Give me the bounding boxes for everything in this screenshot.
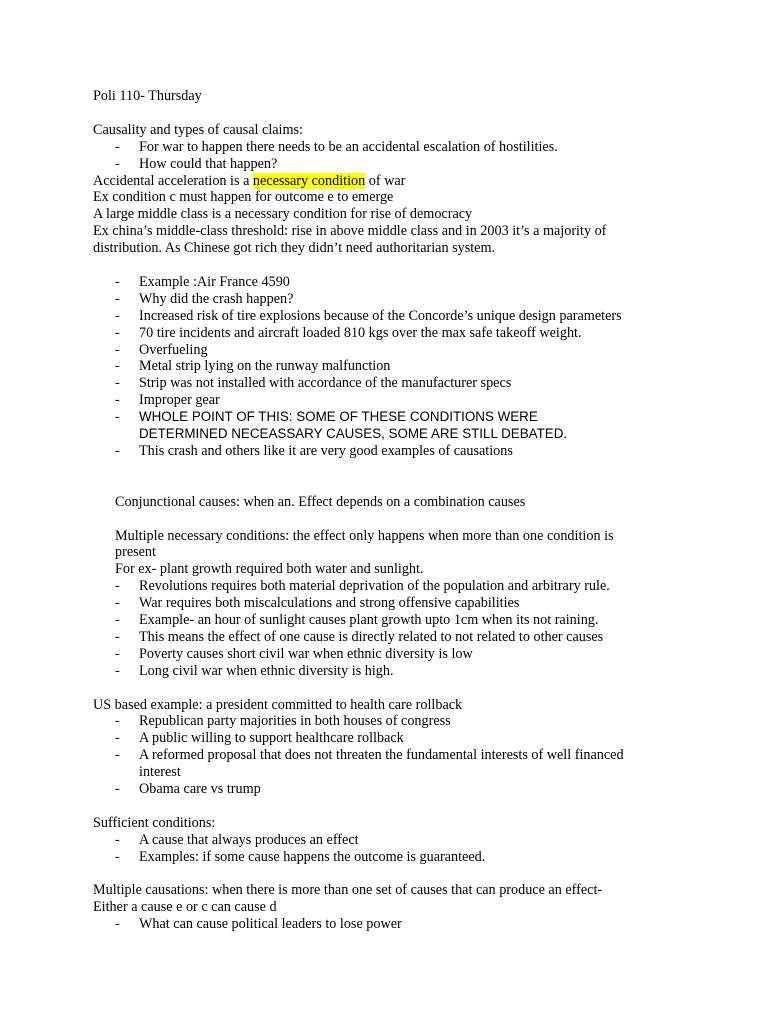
necessary-conditions-bullet-list	[115, 578, 693, 679]
list-item: - A cause that always produces an effect	[115, 831, 359, 848]
text-line: Either a cause e or c can cause d	[93, 899, 277, 916]
list-item: - Strip was not installed with accordance of the manufacturer specs	[115, 375, 512, 392]
list-item: - How could that happen?	[115, 155, 278, 172]
list-item: - Example :Air France 4590	[115, 273, 290, 290]
list-item: - Overfueling	[115, 341, 208, 358]
us-example-heading: US based example: a president committed to health care rollback	[93, 696, 463, 713]
text-line: distribution. As Chinese got rich they didn’t need authoritarian system.	[93, 240, 496, 257]
causality-bullet-list	[115, 139, 693, 173]
list-item: - Long civil war when ethnic diversity is high.	[115, 662, 394, 679]
list-item: - A reformed proposal that does not threaten the fundamental interests of well financed interest	[115, 747, 624, 781]
list-item: - War requires both miscalculations and strong offensive capabilities	[115, 595, 520, 612]
list-item: - A public willing to support healthcare rollback	[115, 730, 404, 747]
multiple-causations-line: Multiple causations: when there is more than one set of causes that can produce an effect-	[93, 882, 603, 899]
conjunctional-causes-line: Conjunctional causes: when an. Effect depends on a combination causes	[115, 493, 526, 510]
list-item: - Obama care vs trump	[115, 781, 261, 798]
list-item: - Poverty causes short civil war when ethnic diversity is low	[115, 645, 473, 662]
list-item: - This crash and others like it are very good examples of causations	[115, 443, 513, 459]
page-title: Poli 110- Thursday	[93, 88, 202, 104]
document-body	[93, 88, 693, 933]
necessary-condition-line: Accidental acceleration is a necessary condition of war	[93, 172, 406, 189]
list-item: - Revolutions requires both material deprivation of the population and arbitrary rule.	[115, 578, 610, 595]
text-line: Ex condition c must happen for outcome e to emerge	[93, 189, 394, 206]
list-item: - Why did the crash happen?	[115, 290, 294, 307]
list-item: - Examples: if some cause happens the outcome is guaranteed.	[115, 848, 486, 865]
text-line: For ex- plant growth required both water and sunlight.	[115, 561, 424, 578]
causality-heading: Causality and types of causal claims:	[93, 121, 303, 138]
multiple-causations-bullet-list	[115, 916, 693, 933]
list-item: - WHOLE POINT OF THIS: SOME OF THESE CONDITIONS WERE DETERMINED NECEASSARY CAUSES, SOME ARE STILL DEBATED.	[115, 409, 568, 442]
list-item: - 70 tire incidents and aircraft loaded 810 kgs over the max safe takeoff weight.	[115, 324, 582, 341]
us-example-bullet-list	[115, 713, 693, 798]
list-item: - Improper gear	[115, 392, 220, 409]
text-line: Multiple necessary conditions: the effect only happens when more than one condition is	[115, 527, 614, 544]
text-line: Ex china’s middle-class threshold: rise in above middle class and in 2003 it’s a majority of	[93, 223, 607, 240]
list-item: - This means the effect of one cause is directly related to not related to other causes	[115, 628, 604, 645]
list-item: - What can cause political leaders to lose power	[115, 916, 402, 933]
list-item: - Metal strip lying on the runway malfunction	[115, 358, 391, 375]
sufficient-conditions-bullet-list	[115, 832, 693, 866]
air-france-bullet-list	[115, 274, 693, 460]
list-item: - Example- an hour of sunlight causes plant growth upto 1cm when its not raining.	[115, 612, 599, 629]
text-line: present	[115, 544, 156, 561]
sufficient-conditions-heading: Sufficient conditions:	[93, 814, 216, 831]
list-item: - For war to happen there needs to be an accidental escalation of hostilities.	[115, 138, 558, 155]
list-item: - Republican party majorities in both houses of congress	[115, 713, 451, 730]
list-item: - Increased risk of tire explosions because of the Concorde’s unique design parameters	[115, 307, 622, 324]
highlighted-text: necessary condition	[252, 172, 366, 189]
text-line: A large middle class is a necessary condition for rise of democracy	[93, 206, 473, 223]
